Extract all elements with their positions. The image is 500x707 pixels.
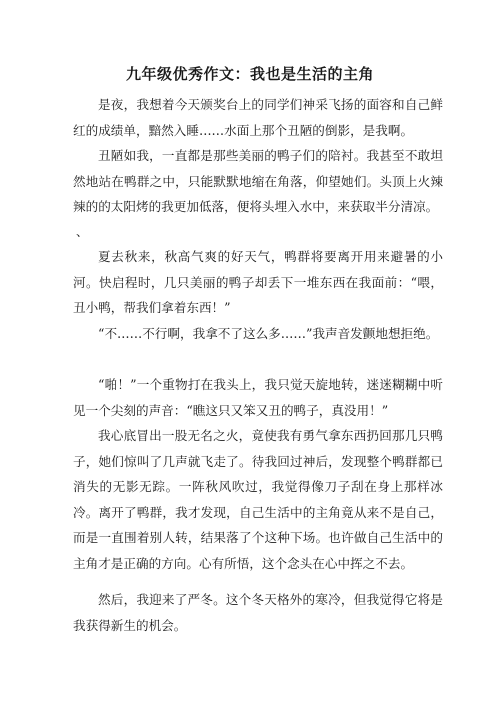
paragraph-3: 夏去秋来，秋高气爽的好天气，鸭群将要离开用来避暑的小河。快启程时，几只美丽的鸭子却丢下一堆东西在我面前：“喂，丑小鸭，帮我们拿着东西！” <box>73 249 443 315</box>
paragraph-1: 是夜，我想着今天颁奖台上的同学们神采飞扬的面容和自己鲜红的成绩单，黯然入睡……水面上那个丑陋的倒影，是我啊。 <box>73 97 443 138</box>
paragraph-6: 我心底冒出一股无名之火，竟使我有勇气拿东西扔回那几只鸭子，她们惊叫了几声就飞走了。待我回过神后，发现整个鸭群都已消失的无影无踪。一阵秋风吹过，我觉得像刀子刮在身上那样冰冷。离开了鸭群，我才发现，自己生活中的主角竟从来不是自己，而是一直围着别人转，结果落了个这种下场。也许做自己生活中的主角才是正确的方向。心有所悟，这个念头在心中挥之不去。 <box>73 428 443 571</box>
paragraph-2: 丑陋如我，一直都是那些美丽的鸭子们的陪衬。我甚至不敢坦然地站在鸭群之中，只能默默地缩在角落，仰望她们。头顶上火辣辣的的太阳烤的我更加低落，便将头埋入水中，来获取半分清凉。 <box>73 148 443 214</box>
paragraph-5: “啪！”一个重物打在我头上，我只觉天旋地转，迷迷糊糊中听见一个尖刻的声音：“瞧这只又笨又丑的鸭子，真没用！” <box>73 377 443 418</box>
essay-title: 九年级优秀作文：我也是生活的主角 <box>125 65 374 83</box>
paragraph-4: “不……不行啊，我拿不了这么多……”我声音发颤地想拒绝。 <box>98 326 439 341</box>
paragraph-7: 然后，我迎来了严冬。这个冬天格外的寒冷，但我觉得它将是我获得新生的机会。 <box>73 592 443 633</box>
stray-mark: 、 <box>76 225 89 239</box>
